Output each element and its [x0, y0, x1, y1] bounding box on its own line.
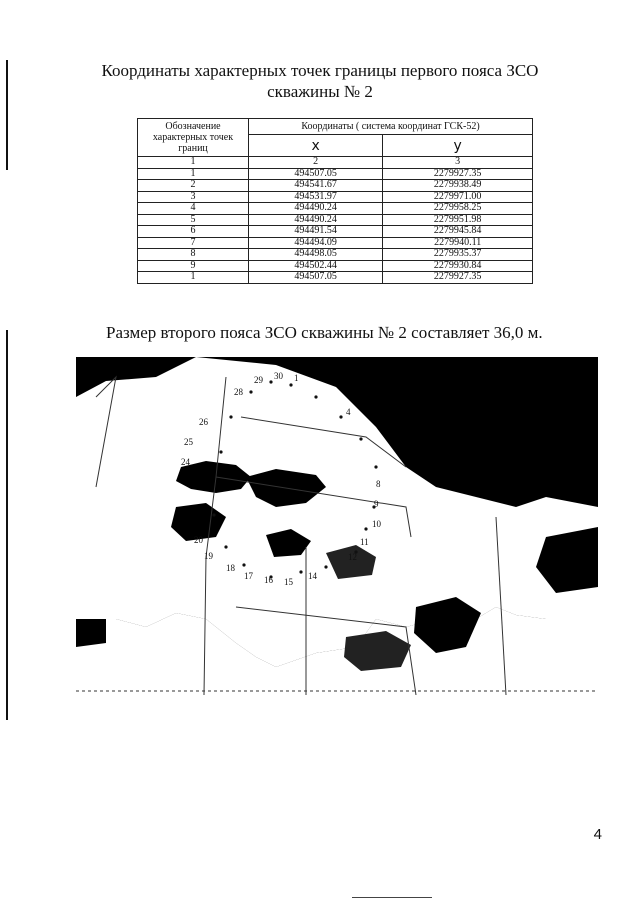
- point-label: 17: [244, 571, 253, 581]
- point-label: 30: [274, 371, 283, 381]
- boundary-point: [359, 437, 362, 440]
- boundary-point: [219, 450, 222, 453]
- point-label: 14: [308, 571, 317, 581]
- boundary-point: [314, 395, 317, 398]
- point-id: 1: [138, 272, 249, 284]
- coord-x: 494498.05: [249, 249, 383, 261]
- boundary-point: [289, 383, 292, 386]
- page-number: 4: [593, 826, 602, 843]
- point-label: 1: [294, 373, 299, 383]
- point-id: 4: [138, 203, 249, 215]
- header-designation: Обозначение характерных точек границ: [138, 119, 249, 157]
- coord-x: 494491.54: [249, 226, 383, 238]
- map-dark-blob: [76, 619, 106, 647]
- table-row: [138, 237, 533, 249]
- title-line-2: скважины № 2: [267, 82, 373, 101]
- document-title: [0, 60, 640, 102]
- point-label: 29: [254, 375, 263, 385]
- index-cell: 3: [383, 157, 533, 169]
- boundary-point: [249, 390, 252, 393]
- point-id: 3: [138, 191, 249, 203]
- boundary-point: [364, 527, 367, 530]
- coord-x: 494531.97: [249, 191, 383, 203]
- table-row: [138, 180, 533, 192]
- coord-y: 2279951.98: [383, 214, 533, 226]
- second-zone-size-note: Размер второго пояса ЗСО скважины № 2 составляет 36,0 м.: [106, 323, 543, 342]
- point-id: 5: [138, 214, 249, 226]
- header-y: y: [383, 135, 533, 157]
- coord-y: 2279971.00: [383, 191, 533, 203]
- table-row: [138, 226, 533, 238]
- margin-line-bottom: [6, 330, 8, 720]
- coord-x: 494502.44: [249, 260, 383, 272]
- coord-x: 494490.24: [249, 214, 383, 226]
- point-label: 26: [199, 417, 208, 427]
- point-label: 19: [204, 551, 213, 561]
- coord-y: 2279958.25: [383, 203, 533, 215]
- boundary-point: [324, 565, 327, 568]
- table-row: [138, 203, 533, 215]
- table-row: [138, 168, 533, 180]
- point-id: 7: [138, 237, 249, 249]
- boundary-point: [224, 545, 227, 548]
- table-row: [138, 272, 533, 284]
- point-label: 15: [284, 577, 293, 587]
- coord-x: 494490.24: [249, 203, 383, 215]
- point-id: 2: [138, 180, 249, 192]
- point-label: 25: [184, 437, 193, 447]
- table-row: [138, 214, 533, 226]
- point-label: 28: [234, 387, 243, 397]
- coord-y: 2279927.35: [383, 168, 533, 180]
- boundary-point: [242, 563, 245, 566]
- site-map-image: [76, 357, 598, 695]
- index-cell: 2: [249, 157, 383, 169]
- point-label: 24: [181, 457, 190, 467]
- boundary-point: [299, 570, 302, 573]
- point-id: 8: [138, 249, 249, 261]
- header-coordinates: Координаты ( система координат ГСК-52): [249, 119, 533, 135]
- coord-x: 494507.05: [249, 168, 383, 180]
- title-line-1: Координаты характерных точек границы первого пояса ЗСО: [101, 61, 539, 80]
- point-label: 10: [372, 519, 381, 529]
- coord-y: 2279930.84: [383, 260, 533, 272]
- boundary-point: [374, 465, 377, 468]
- coord-y: 2279935.37: [383, 249, 533, 261]
- coord-y: 2279938.49: [383, 180, 533, 192]
- site-map-drawing: [76, 357, 598, 695]
- boundary-point: [339, 415, 342, 418]
- point-id: 6: [138, 226, 249, 238]
- point-label: 16: [264, 575, 273, 585]
- footer-line: [352, 897, 432, 898]
- coord-y: 2279940.11: [383, 237, 533, 249]
- table-row: [138, 249, 533, 261]
- table-row: [138, 260, 533, 272]
- point-label: 9: [374, 499, 379, 509]
- point-label: 11: [360, 537, 369, 547]
- point-label: 20: [194, 535, 203, 545]
- boundary-point: [212, 513, 215, 516]
- coord-y: 2279927.35: [383, 272, 533, 284]
- point-label: 8: [376, 479, 381, 489]
- table-row: [138, 191, 533, 203]
- index-cell: 1: [138, 157, 249, 169]
- point-label: 12: [348, 552, 357, 562]
- coord-y: 2279945.84: [383, 226, 533, 238]
- point-label: 4: [346, 407, 351, 417]
- point-id: 9: [138, 260, 249, 272]
- point-id: 1: [138, 168, 249, 180]
- point-label: 18: [226, 563, 235, 573]
- header-x: x: [249, 135, 383, 157]
- coord-x: 494541.67: [249, 180, 383, 192]
- coord-x: 494494.09: [249, 237, 383, 249]
- boundary-point: [269, 380, 272, 383]
- coordinates-table: [137, 118, 533, 284]
- coord-x: 494507.05: [249, 272, 383, 284]
- boundary-point: [229, 415, 232, 418]
- index-row: [138, 157, 533, 169]
